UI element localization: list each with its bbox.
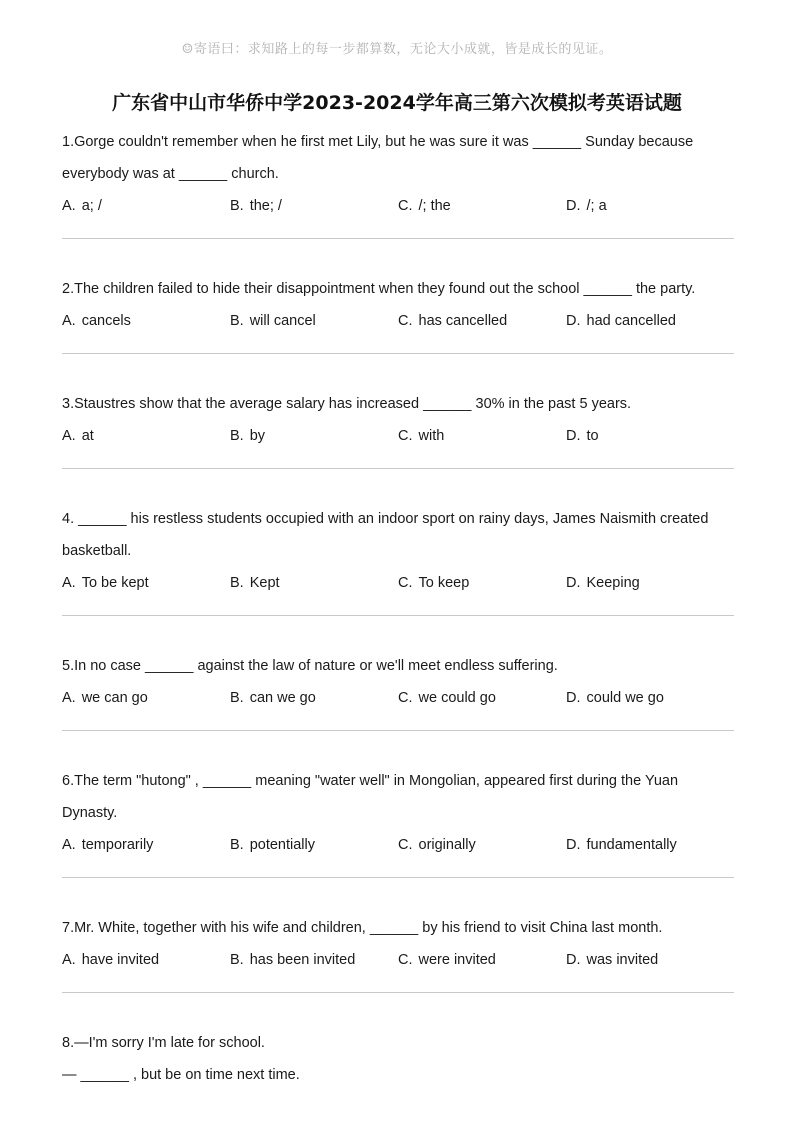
- divider: [62, 615, 734, 616]
- option-letter: A.: [62, 952, 76, 968]
- option-text: can we go: [249, 690, 316, 706]
- option-c: [398, 420, 566, 452]
- question-text: 5.In no case ______ against the law of nature or we'll meet endless suffering.: [62, 658, 558, 674]
- option-text: To keep: [418, 575, 470, 591]
- question-5: [62, 650, 734, 731]
- motto-line: ☺寄语曰：求知路上的每一步都算数，无论大小成就，皆是成长的见证。: [181, 42, 613, 57]
- question-2: [62, 273, 734, 354]
- option-letter: B.: [230, 575, 244, 591]
- option-d: [566, 682, 734, 714]
- option-text: a; /: [81, 198, 102, 214]
- option-b: [230, 944, 398, 976]
- option-c: [398, 682, 566, 714]
- divider: [62, 353, 734, 354]
- option-a: [62, 190, 230, 222]
- option-text: /; the: [418, 198, 451, 214]
- option-text: we can go: [81, 690, 148, 706]
- question-text: everybody was at ______ church.: [62, 166, 279, 182]
- option-d: [566, 567, 734, 599]
- option-a: [62, 567, 230, 599]
- option-text: could we go: [586, 690, 664, 706]
- option-text: potentially: [249, 837, 315, 853]
- question-text: Dynasty.: [62, 805, 118, 821]
- options-row: [62, 420, 734, 452]
- option-text: To be kept: [81, 575, 149, 591]
- option-d: [566, 305, 734, 337]
- question-4: [62, 503, 734, 616]
- option-text: /; a: [586, 198, 607, 214]
- question-text: — ______ , but be on time next time.: [62, 1067, 300, 1083]
- option-letter: A.: [62, 198, 76, 214]
- option-letter: B.: [230, 313, 244, 329]
- option-a: [62, 829, 230, 861]
- option-letter: A.: [62, 837, 76, 853]
- option-letter: A.: [62, 428, 76, 444]
- option-letter: C.: [398, 575, 413, 591]
- option-text: had cancelled: [586, 313, 676, 329]
- option-c: [398, 944, 566, 976]
- question-8: [62, 1027, 734, 1091]
- option-letter: C.: [398, 690, 413, 706]
- option-text: we could go: [418, 690, 496, 706]
- option-text: were invited: [418, 952, 496, 968]
- option-b: [230, 682, 398, 714]
- option-text: by: [249, 428, 266, 444]
- page-title: 广东省中山市华侨中学2023-2024学年高三第六次模拟考英语试题: [112, 92, 682, 114]
- option-c: [398, 190, 566, 222]
- option-d: [566, 944, 734, 976]
- option-text: has been invited: [249, 952, 356, 968]
- option-d: [566, 420, 734, 452]
- question-3: [62, 388, 734, 469]
- option-letter: B.: [230, 690, 244, 706]
- option-letter: D.: [566, 690, 581, 706]
- options-row: [62, 829, 734, 861]
- options-row: [62, 567, 734, 599]
- option-b: [230, 829, 398, 861]
- option-text: Kept: [249, 575, 280, 591]
- option-a: [62, 420, 230, 452]
- option-c: [398, 305, 566, 337]
- option-letter: C.: [398, 837, 413, 853]
- option-a: [62, 305, 230, 337]
- option-letter: D.: [566, 575, 581, 591]
- option-letter: A.: [62, 690, 76, 706]
- option-text: the; /: [249, 198, 282, 214]
- option-letter: C.: [398, 428, 413, 444]
- question-text: 8.—I'm sorry I'm late for school.: [62, 1035, 265, 1051]
- question-text: 6.The term "hutong" , ______ meaning "water well" in Mongolian, appeared first during the Yuan: [62, 773, 679, 789]
- option-text: has cancelled: [418, 313, 508, 329]
- options-row: [62, 305, 734, 337]
- option-letter: B.: [230, 952, 244, 968]
- option-text: temporarily: [81, 837, 154, 853]
- option-letter: D.: [566, 428, 581, 444]
- options-row: [62, 190, 734, 222]
- option-letter: A.: [62, 313, 76, 329]
- option-a: [62, 682, 230, 714]
- option-letter: B.: [230, 837, 244, 853]
- question-7: [62, 912, 734, 993]
- option-text: originally: [418, 837, 476, 853]
- option-c: [398, 829, 566, 861]
- option-text: have invited: [81, 952, 160, 968]
- option-letter: C.: [398, 313, 413, 329]
- option-letter: B.: [230, 198, 244, 214]
- options-row: [62, 682, 734, 714]
- divider: [62, 468, 734, 469]
- divider: [62, 877, 734, 878]
- question-text: 1.Gorge couldn't remember when he first met Lily, but he was sure it was ______ Sunday because: [62, 134, 694, 150]
- divider: [62, 992, 734, 993]
- option-b: [230, 420, 398, 452]
- option-letter: C.: [398, 198, 413, 214]
- option-b: [230, 305, 398, 337]
- question-text: 7.Mr. White, together with his wife and children, ______ by his friend to visit China last month.: [62, 920, 663, 936]
- option-d: [566, 829, 734, 861]
- divider: [62, 730, 734, 731]
- option-text: was invited: [586, 952, 659, 968]
- question-text: 2.The children failed to hide their disappointment when they found out the school ______ the party.: [62, 281, 696, 297]
- question-text: 3.Staustres show that the average salary has increased ______ 30% in the past 5 years.: [62, 396, 632, 412]
- option-text: fundamentally: [586, 837, 677, 853]
- option-text: will cancel: [249, 313, 316, 329]
- option-letter: D.: [566, 198, 581, 214]
- options-row: [62, 944, 734, 976]
- option-letter: D.: [566, 313, 581, 329]
- option-letter: D.: [566, 837, 581, 853]
- option-letter: A.: [62, 575, 76, 591]
- option-d: [566, 190, 734, 222]
- option-letter: C.: [398, 952, 413, 968]
- question-list: [62, 126, 734, 1091]
- option-text: at: [81, 428, 94, 444]
- option-b: [230, 190, 398, 222]
- option-a: [62, 944, 230, 976]
- question-6: [62, 765, 734, 878]
- question-1: [62, 126, 734, 239]
- option-text: with: [418, 428, 445, 444]
- divider: [62, 238, 734, 239]
- option-c: [398, 567, 566, 599]
- question-text: basketball.: [62, 543, 132, 559]
- option-b: [230, 567, 398, 599]
- question-text: 4. ______ his restless students occupied with an indoor sport on rainy days, James Naismith created: [62, 511, 709, 527]
- option-letter: B.: [230, 428, 244, 444]
- option-text: Keeping: [586, 575, 640, 591]
- option-text: cancels: [81, 313, 131, 329]
- option-text: to: [586, 428, 599, 444]
- option-letter: D.: [566, 952, 581, 968]
